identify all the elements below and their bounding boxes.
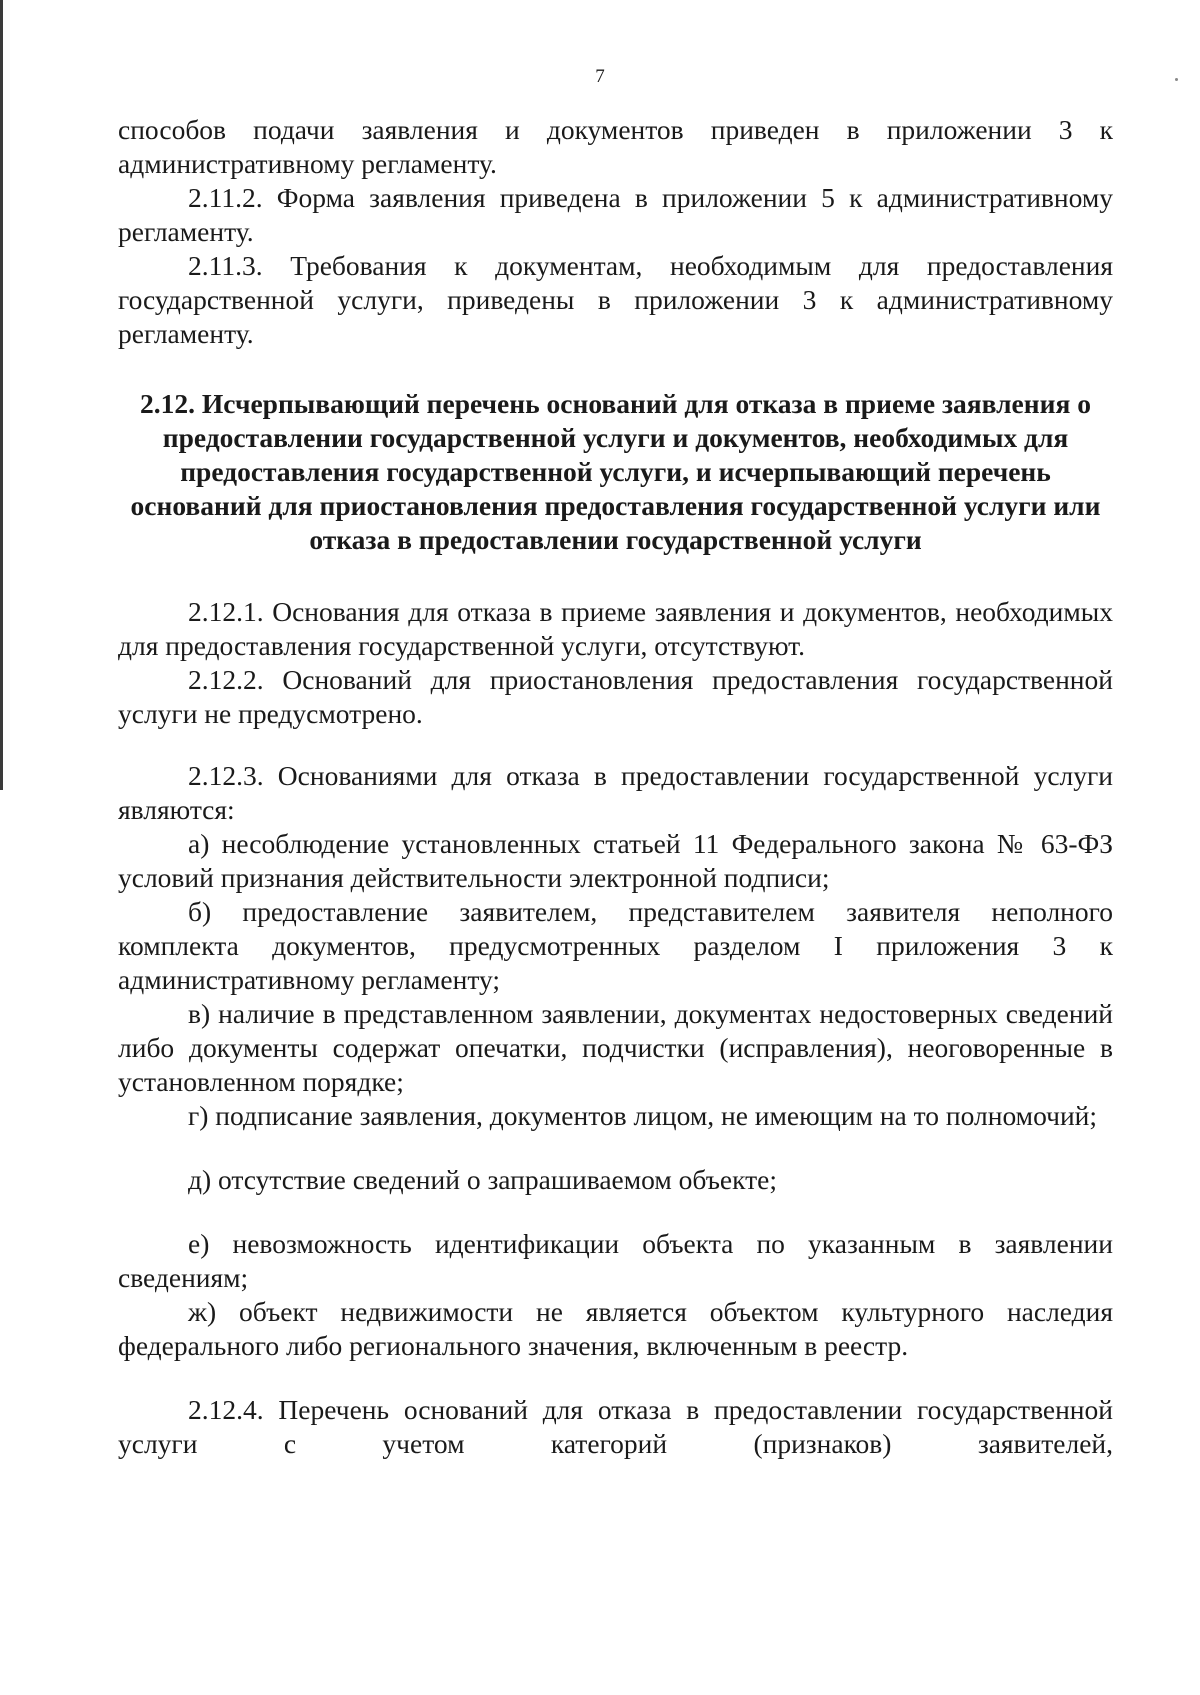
spacer xyxy=(118,1363,1113,1393)
scan-edge-mark xyxy=(0,0,3,790)
list-item-v: в) наличие в представленном заявлении, документах недостоверных сведений либо документы содержат опечатки, подчистки (исправления), неоговоренные в установленном порядке; xyxy=(118,998,1113,1097)
clause-2-12-2: 2.12.2. Оснований для приостановления предоставления государственной услуги не предусмотрено. xyxy=(118,664,1113,729)
paragraph-2-11-3: 2.11.3. Требования к документам, необходимым для предоставления государственной услуги, приведены в приложении 3 к административному регламенту. xyxy=(118,250,1113,349)
paragraph-2-11-2: 2.11.2. Форма заявления приведена в приложении 5 к административному регламенту. xyxy=(118,182,1113,247)
clause-2-12-1: 2.12.1. Основания для отказа в приеме заявления и документов, необходимых для предоставления государственной услуги, отсутствуют. xyxy=(118,596,1113,661)
document-body xyxy=(118,113,1113,1461)
list-item-e: е) невозможность идентификации объекта по указанным в заявлении сведениям; xyxy=(118,1228,1113,1293)
list-item-b: б) предоставление заявителем, представителем заявителя неполного комплекта документов, предусмотренных разделом I приложения 3 к административному регламенту; xyxy=(118,896,1113,995)
list-item-a: а) несоблюдение установленных статьей 11 Федерального закона № 63-ФЗ условий признания действительности электронной подписи; xyxy=(118,828,1113,893)
list-item-g: г) подписание заявления, документов лицом, не имеющим на то полномочий; xyxy=(188,1100,1098,1131)
spacer xyxy=(118,1197,1113,1227)
list-item-zh: ж) объект недвижимости не является объектом культурного наследия федерального либо регионального значения, включенным в реестр. xyxy=(118,1296,1113,1361)
spacer xyxy=(118,1133,1113,1163)
list-item-d: д) отсутствие сведений о запрашиваемом объекте; xyxy=(188,1164,777,1195)
spacer xyxy=(118,731,1113,759)
page-number: 7 xyxy=(595,66,605,87)
section-heading-2-12: 2.12. Исчерпывающий перечень оснований для отказа в приеме заявления о предоставлении государственной услуги и документов, необходимых для предоставления государственной услуги, и исчерпывающий перечень оснований для приостановления предоставления государственной услуги или отказа в предоставлении государственной услуги xyxy=(130,388,1101,555)
paragraph-continuation: способов подачи заявления и документов приведен в приложении 3 к административному регламенту. xyxy=(118,114,1113,179)
clause-2-12-4: 2.12.4. Перечень оснований для отказа в предоставлении государственной услуги с учетом категорий (признаков) заявителей, xyxy=(118,1394,1113,1459)
clause-2-12-3: 2.12.3. Основаниями для отказа в предоставлении государственной услуги являются: xyxy=(118,760,1113,825)
